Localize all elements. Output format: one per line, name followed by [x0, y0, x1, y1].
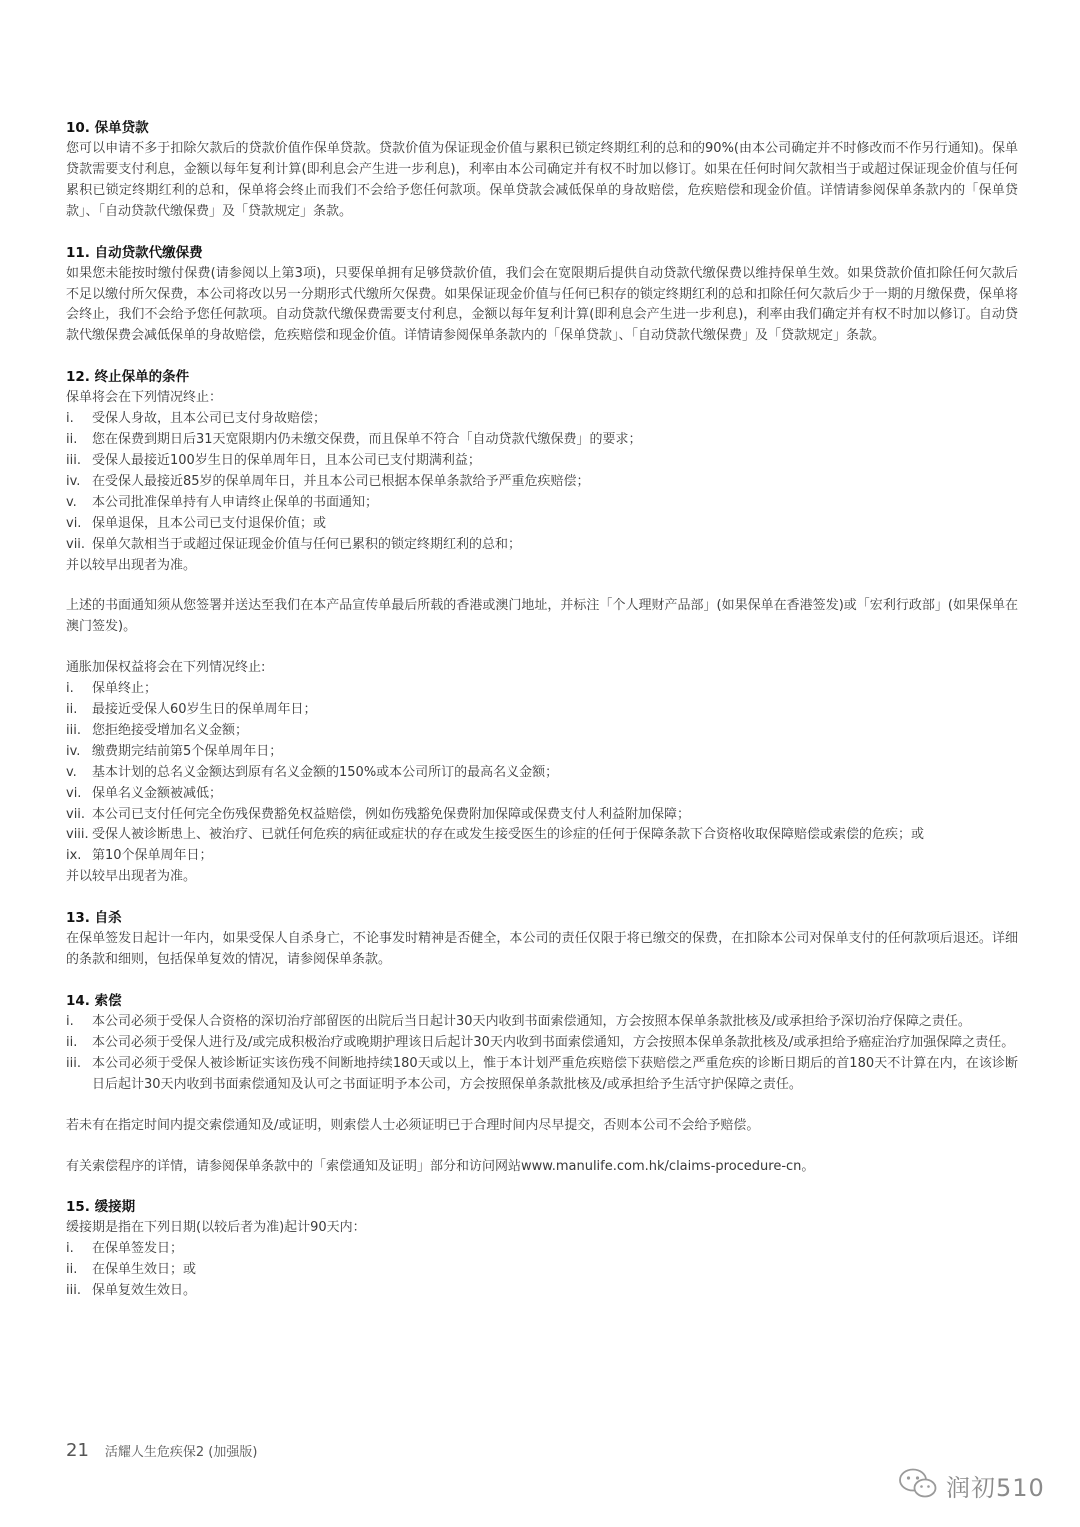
section-heading: 11. 自动贷款代缴保费 [66, 244, 203, 261]
claims-late-notice: 若未有在指定时间内提交索偿通知及/或证明，则索偿人士必须证明已于合理时间内尽早提交，否则本公司不会给予赔偿。 [66, 1117, 760, 1133]
list-item: iii. 本公司必须于受保人被诊断证实该伤残不间断地持续180天或以上，惟于本计划严重危疾赔偿下获赔偿之严重危疾的诊断日期后的首180天不计算在内，在该诊断日后起计30天内收到书面索偿通知及认可之书面证明予本公司，方会按照保单条款批核及/或承担给予生活守护保障之责任。 [66, 1055, 1018, 1092]
section-paragraph: 在保单签发日起计一年内，如果受保人自杀身亡，不论事发时精神是否健全，本公司的责任仅限于将已缴交的保费，在扣除本公司对保单支付的任何款项后退还。详细的条款和细则，包括保单复效的情况，请参阅保单条款。 [66, 931, 1018, 968]
list-item: vi. 保单名义金额被减低； [66, 785, 223, 801]
section-claims [66, 991, 1018, 1177]
list-item: ii. 本公司必须于受保人进行及/或完成积极治疗或晚期护理该日后起计30天内收到书面索偿通知，方会按照本保单条款批核及/或承担给予癌症治疗加强保障之责任。 [66, 1034, 1015, 1050]
list-item: viii. 受保人被诊断患上、被治疗、已就任何危疾的病征或症状的存在或发生接受医生的诊症的任何于保障条款下合资格收取保障赔偿或索偿的危疾；或 [66, 827, 925, 843]
section-intro: 保单将会在下列情况终止： [66, 390, 223, 406]
page-number: 21 [66, 1440, 89, 1461]
list-item: iii. 保单复效生效日。 [66, 1283, 197, 1299]
list-item: vii. 保单欠款相当于或超过保证现金价值与任何已累积的锁定终期红利的总和； [66, 536, 522, 552]
list-item: v. 本公司批准保单持有人申请终止保单的书面通知； [66, 494, 379, 510]
watermark [896, 1466, 1045, 1504]
list-item: v. 基本计划的总名义金额达到原有名义金额的150%或本公司所订的最高名义金额； [66, 764, 559, 780]
list-item: iii. 受保人最接近100岁生日的保单周年日，且本公司已支付期满利益； [66, 452, 481, 468]
list-item: iv. 缴费期完结前第5个保单周年日； [66, 743, 283, 759]
section-heading: 12. 终止保单的条件 [66, 369, 190, 386]
section-heading: 10. 保单贷款 [66, 120, 149, 136]
section-paragraph: 您可以申请不多于扣除欠款后的贷款价值作保单贷款。贷款价值为保证现金价值与累积已锁定终期红利的总和的90%(由本公司确定并不时修改而不作另行通知)。保单贷款需要支付利息，金额以每年复利计算(即利息会产生进一步利息)，利率由本公司确定并有权不时加以修订。如果在任何时间欠款相当于或超过保证现金价值与任何累积已锁定终期红利的总和，保单将会终止而我们不会给予您任何款项。保单贷款会减低保单的身故赔偿，危疾赔偿和现金价值。详情请参阅保单条款内的「保单贷款」、「自动贷款代缴保费」及「贷款规定」条款。 [66, 141, 1018, 219]
list-item: ii. 在保单生效日；或 [66, 1262, 197, 1278]
section-intro: 缓接期是指在下列日期(以较后者为准)起计90天内： [66, 1220, 366, 1236]
section-heading: 15. 缓接期 [66, 1199, 136, 1216]
wechat-icon [896, 1466, 940, 1504]
claims-list [66, 1012, 1018, 1096]
list-item: i. 本公司必须于受保人合资格的深切治疗部留医的出院后当日起计30天内收到书面索偿通知，方会按照本保单条款批核及/或承担给予深切治疗保障之责任。 [66, 1014, 971, 1029]
list-item: iii. 您拒绝接受增加名义金额； [66, 722, 249, 738]
section-suicide [66, 908, 1018, 971]
document-body [66, 118, 1018, 1322]
watermark-text: 润初510 [946, 1473, 1045, 1502]
termination-list [66, 409, 1018, 555]
waiting-period-list [66, 1239, 1018, 1302]
section-intro-inflation: 通胀加保权益将会在下列情况终止: [66, 660, 266, 676]
section-auto-premium-loan [66, 243, 1018, 348]
list-item: ii. 您在保费到期日后31天宽限期内仍未缴交保费，而且保单不符合「自动贷款代缴保费」的要求； [66, 432, 642, 448]
list-item: iv. 在受保人最接近85岁的保单周年日，并且本公司已根据本保单条款给予严重危疾赔偿； [66, 473, 590, 489]
list-item: vi. 保单退保，且本公司已支付退保价值；或 [66, 515, 327, 531]
section-termination [66, 367, 1018, 888]
claims-procedure-link: 有关索偿程序的详情，请参阅保单条款中的「索偿通知及证明」部分和访问网站www.manulife.com.hk/claims-procedure-cn。 [66, 1158, 815, 1174]
list-item: i. 在保单签发日； [66, 1241, 184, 1257]
section-policy-loan [66, 118, 1018, 223]
notice-paragraph: 上述的书面通知须从您签署并送达至我们在本产品宣传单最后所载的香港或澳门地址，并标注「个人理财产品部」(如果保单在香港签发)或「宏利行政部」(如果保单在澳门签发)。 [66, 598, 1018, 635]
list-item: i. 保单终止； [66, 681, 158, 697]
section-heading: 13. 自杀 [66, 910, 122, 927]
section-heading: 14. 索偿 [66, 993, 122, 1009]
page-footer [66, 1440, 257, 1461]
inflation-termination-list [66, 679, 1018, 867]
section-waiting-period [66, 1197, 1018, 1302]
list-item: vii. 本公司已支付任何完全伤残保费豁免权益赔偿，例如伤残豁免保费附加保障或保费支付人利益附加保障； [66, 806, 691, 822]
list-item: ii. 最接近受保人60岁生日的保单周年日； [66, 702, 317, 718]
list-item: ix. 第10个保单周年日； [66, 848, 213, 864]
section-outro: 并以较早出现者为准。 [66, 869, 197, 885]
list-item: i. 受保人身故，且本公司已支付身故赔偿； [66, 411, 327, 427]
section-outro: 并以较早出现者为准。 [66, 557, 197, 573]
section-paragraph: 如果您未能按时缴付保费(请参阅以上第3项)，只要保单拥有足够贷款价值，我们会在宽限期后提供自动贷款代缴保费以维持保单生效。如果贷款价值扣除任何欠款后不足以缴付所欠保费，本公司将改以另一分期形式代缴所欠保费。如果保证现金价值与任何已积存的锁定终期红利的总和扣除任何欠款后少于一期的月缴保费，保单将会终止，我们不会给予您任何款项。自动贷款代缴保费需要支付利息，金额以每年复利计算(即利息会产生进一步利息)，利率由我们确定并有权不时加以修订。自动贷款代缴保费会减低保单的身故赔偿，危疾赔偿和现金价值。详情请参阅保单条款内的「保单贷款」、「自动贷款代缴保费」及「贷款规定」条款。 [66, 265, 1018, 344]
footer-title: 活耀人生危疾保2 (加强版) [104, 1445, 258, 1460]
